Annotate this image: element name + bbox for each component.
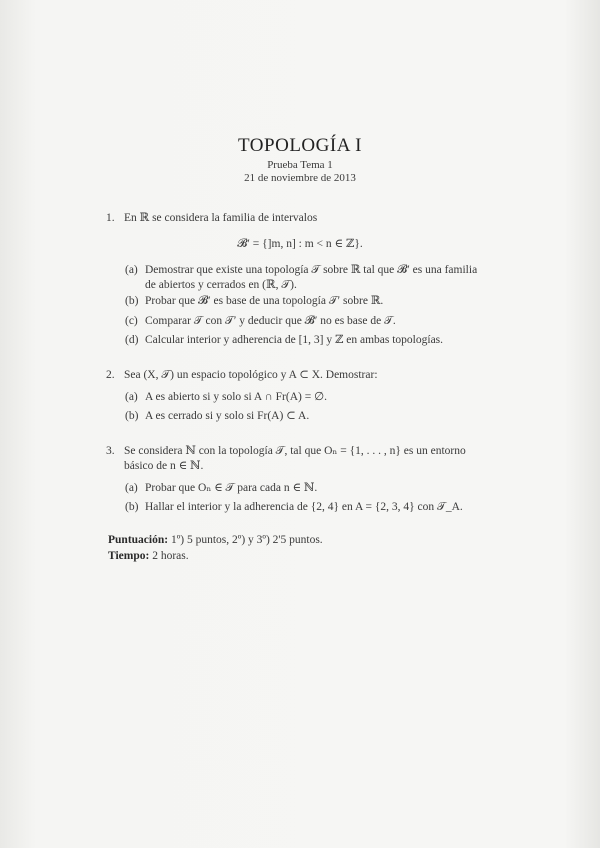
exam-date: 21 de noviembre de 2013 [244,172,356,184]
q1-part-d-text: Calcular interior y adherencia de [1, 3] y ℤ en ambas topologías. [145,334,444,346]
q1-part-c-label: (c) [125,315,138,327]
q2-part-a-text: A es abierto si y solo si A ∩ Fr(A) = ∅. [145,391,327,403]
score-line [108,533,323,547]
q2-part-b-label: (b) [125,410,139,422]
question-3-number: 3. [106,445,115,457]
question-3-text-line2: básico de n ∈ ℕ. [124,460,204,472]
question-1-formula: 𝓑′ = {]m, n] : m < n ∈ ℤ}. [237,238,363,250]
q1-part-c-text: Comparar 𝒯 con 𝒯′ y deducir que 𝓑′ no es base de 𝒯. [145,315,396,327]
q2-part-a-label: (a) [125,391,138,403]
question-1-number: 1. [106,212,115,224]
time-label: Tiempo: [108,550,150,562]
q3-part-b-label: (b) [125,501,139,513]
exam-subtitle: Prueba Tema 1 [267,159,333,171]
time-text: 2 horas. [152,550,189,562]
question-2-number: 2. [106,369,115,381]
q1-part-a-line2: de abiertos y cerrados en (ℝ, 𝒯). [145,279,297,291]
q3-part-a-text: Probar que Oₙ ∈ 𝒯 para cada n ∈ ℕ. [145,482,318,494]
q1-part-a-label: (a) [125,264,138,276]
q3-part-b-text: Hallar el interior y la adherencia de {2, 4} en A = {2, 3, 4} con 𝒯_A. [145,501,463,513]
q3-part-a-label: (a) [125,482,138,494]
score-label: Puntuación: [108,534,169,546]
question-3-text: Se considera ℕ con la topología 𝒯, tal que Oₙ = {1, . . . , n} es un entorno [124,445,466,457]
question-2-text: Sea (X, 𝒯) un espacio topológico y A ⊂ X. Demostrar: [124,369,378,381]
q1-part-b-text: Probar que 𝓑′ es base de una topología 𝒯′ sobre ℝ. [145,295,384,307]
question-1-text: En ℝ se considera la familia de intervalos [124,212,318,224]
time-line [108,549,189,563]
q1-part-d-label: (d) [125,334,139,346]
q2-part-b-text: A es cerrado si y solo si Fr(A) ⊂ A. [145,410,310,422]
q1-part-b-label: (b) [125,295,139,307]
q1-part-a-line1: Demostrar que existe una topología 𝒯 sobre ℝ tal que 𝓑′ es una familia [145,264,478,276]
score-text: 1º) 5 puntos, 2º) y 3º) 2'5 puntos. [170,534,323,546]
exam-title: TOPOLOGÍA I [238,135,362,156]
